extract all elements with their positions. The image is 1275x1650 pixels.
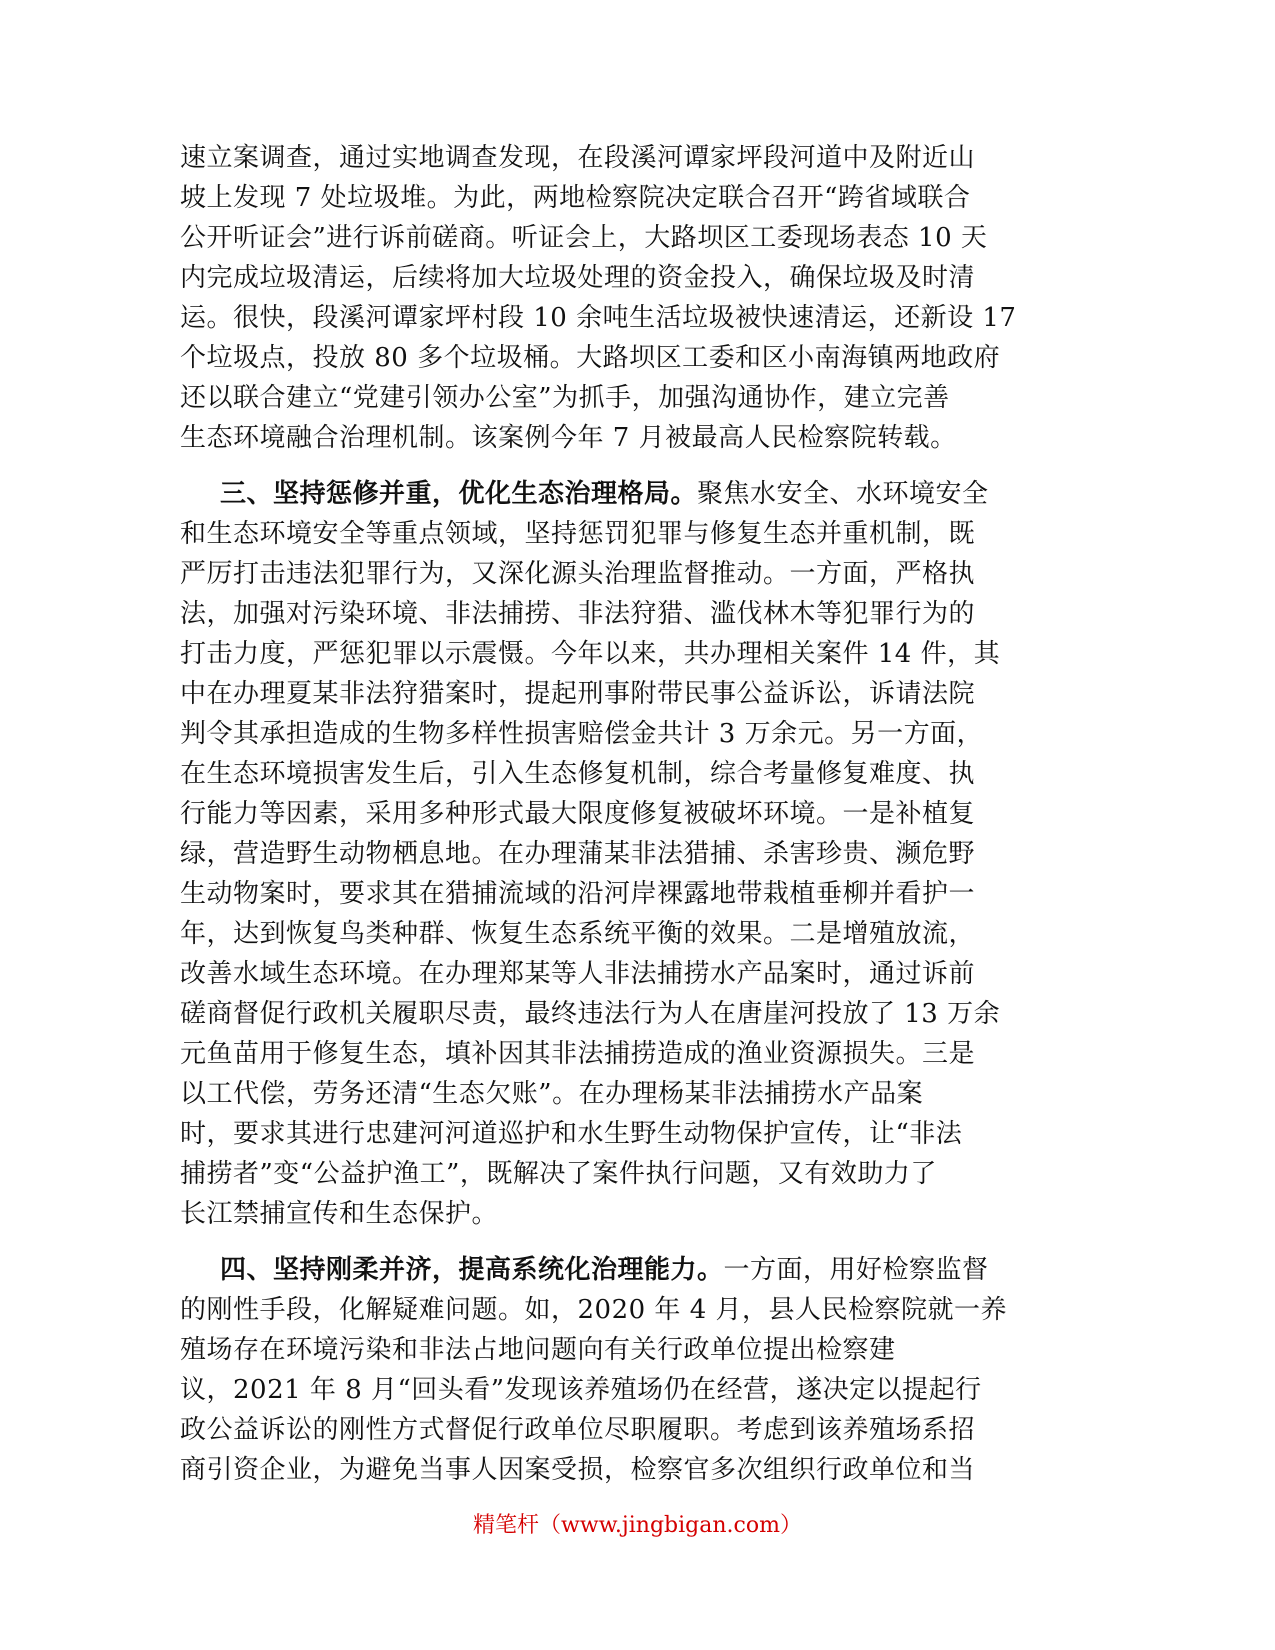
text-line: 速立案调查，通过实地调查发现，在段溪河谭家坪段河道中及附近山: [180, 143, 976, 173]
text-line: 商引资企业，为避免当事人因案受损，检察官多次组织行政单位和当: [180, 1455, 976, 1485]
paragraph-3: [180, 1250, 1040, 1490]
text-line: 还以联合建立“党建引领办公室”为抓手，加强沟通协作，建立完善: [180, 383, 950, 413]
text-line: 捕捞者”变“公益护渔工”，既解决了案件执行问题，又有效助力了: [180, 1159, 937, 1189]
text-line: 年，达到恢复鸟类种群、恢复生态系统平衡的效果。二是增殖放流，: [180, 919, 976, 949]
text-line: 生动物案时，要求其在猎捕流域的沿河岸裸露地带栽植垂柳并看护一: [180, 879, 976, 909]
text-line: 的刚性手段，化解疑难问题。如，2020 年 4 月，县人民检察院就一养: [180, 1295, 1008, 1325]
paragraph-1: [180, 138, 1040, 458]
text-line: 打击力度，严惩犯罪以示震慑。今年以来，共办理相关案件 14 件，其: [180, 639, 1001, 669]
text-line: 和生态环境安全等重点领域，坚持惩罚犯罪与修复生态并重机制，既: [180, 519, 976, 549]
text-line: 以工代偿，劳务还清“生态欠账”。在办理杨某非法捕捞水产品案: [180, 1079, 924, 1109]
text-line: 在生态环境损害发生后，引入生态修复机制，综合考量修复难度、执: [180, 759, 976, 789]
section-heading-3: 三、坚持惩修并重，优化生态治理格局。: [220, 479, 698, 509]
text-line: 严厉打击违法犯罪行为，又深化源头治理监督推动。一方面，严格执: [180, 559, 976, 589]
paragraph-2: [180, 474, 1040, 1234]
text-line: 长江禁捕宣传和生态保护。: [180, 1199, 499, 1229]
text-line: 时，要求其进行忠建河河道巡护和水生野生动物保护宣传，让“非法: [180, 1119, 963, 1149]
text-line: 绿，营造野生动物栖息地。在办理蒲某非法猎捕、杀害珍贵、濒危野: [180, 839, 976, 869]
text-line: 个垃圾点，投放 80 多个垃圾桶。大路坝区工委和区小南海镇两地政府: [180, 343, 1001, 373]
paragraph-3-first-line: [180, 1250, 1040, 1290]
text-line: 元鱼苗用于修复生态，填补因其非法捕捞造成的渔业资源损失。三是: [180, 1039, 976, 1069]
text-line: 改善水域生态环境。在办理郑某等人非法捕捞水产品案时，通过诉前: [180, 959, 976, 989]
paragraph-2-first-line: [180, 474, 1040, 514]
text-line: 殖场存在环境污染和非法占地问题向有关行政单位提出检察建: [180, 1335, 896, 1365]
document-body: [180, 138, 1040, 1506]
text-line: 生态环境融合治理机制。该案例今年 7 月被最高人民检察院转载。: [180, 423, 957, 453]
text-line: 议，2021 年 8 月“回头看”发现该养殖场仍在经营，遂决定以提起行: [180, 1375, 982, 1405]
text-line: 磋商督促行政机关履职尽责，最终违法行为人在唐崖河投放了 13 万余: [180, 999, 1001, 1029]
text-line: 中在办理夏某非法狩猎案时，提起刑事附带民事公益诉讼，诉请法院: [180, 679, 976, 709]
text-run: 聚焦水安全、水环境安全: [697, 479, 989, 509]
footer-watermark-link[interactable]: 精笔杆（www.jingbigan.com）: [473, 1513, 802, 1538]
text-line: 法，加强对污染环境、非法捕捞、非法狩猎、滥伐林木等犯罪行为的: [180, 599, 976, 629]
text-line: 判令其承担造成的生物多样性损害赔偿金共计 3 万余元。另一方面，: [180, 719, 984, 749]
text-line: 内完成垃圾清运，后续将加大垃圾处理的资金投入，确保垃圾及时清: [180, 263, 976, 293]
text-line: 公开听证会”进行诉前磋商。听证会上，大路坝区工委现场表态 10 天: [180, 223, 988, 253]
text-line: 运。很快，段溪河谭家坪村段 10 余吨生活垃圾被快速清运，还新设 17: [180, 303, 1017, 333]
text-line: 行能力等因素，采用多种形式最大限度修复被破坏环境。一是补植复: [180, 799, 976, 829]
text-line: 政公益诉讼的刚性方式督促行政单位尽职履职。考虑到该养殖场系招: [180, 1415, 976, 1445]
text-line: 坡上发现 7 处垃圾堆。为此，两地检察院决定联合召开“跨省域联合: [180, 183, 971, 213]
section-heading-4: 四、坚持刚柔并济，提高系统化治理能力。: [220, 1255, 724, 1285]
text-run: 一方面，用好检察监督: [723, 1255, 989, 1285]
